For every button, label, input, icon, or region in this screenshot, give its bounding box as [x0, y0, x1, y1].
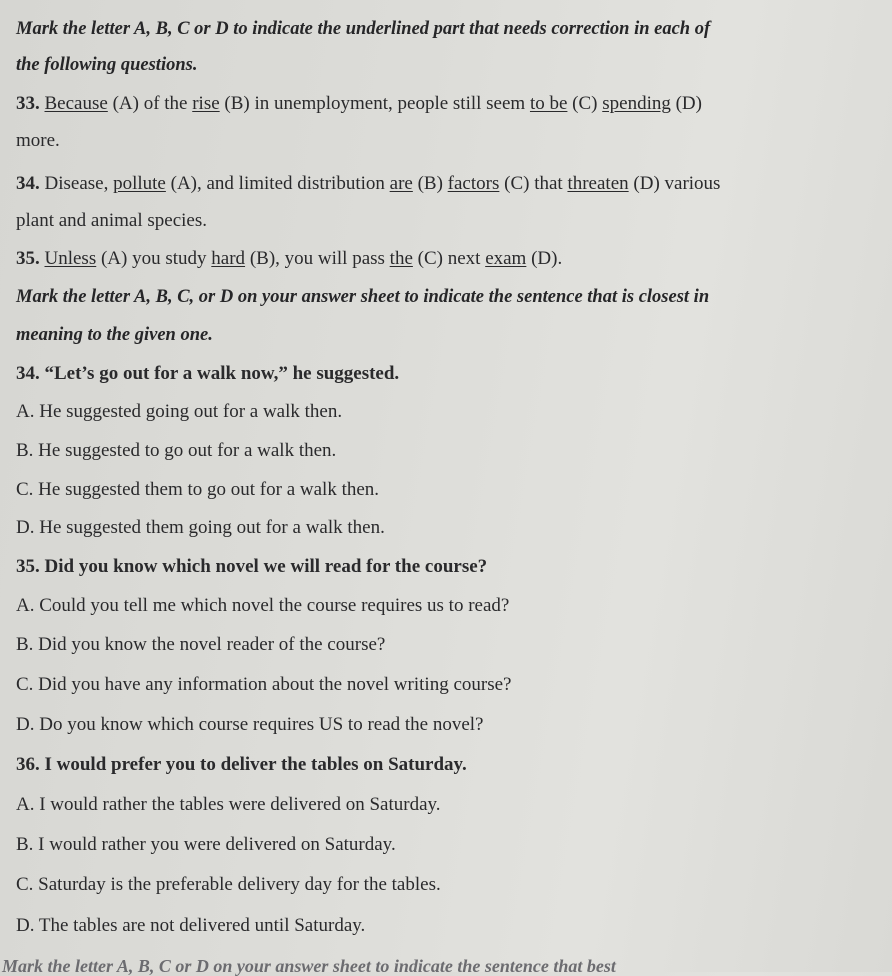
question-35-option-a: A. Could you tell me which novel the course requires us to read?	[16, 595, 510, 616]
error-question-33	[16, 94, 702, 113]
underlined-part: the	[389, 248, 413, 269]
question-number: 35.	[16, 248, 40, 269]
question-34-stem: 34. “Let’s go out for a walk now,” he suggested.	[16, 363, 400, 384]
error-question-34	[16, 174, 720, 193]
instruction-closest-line-2: meaning to the given one.	[16, 325, 213, 345]
question-35-option-c: C. Did you have any information about the novel writing course?	[16, 674, 512, 695]
underlined-part: are	[389, 173, 413, 194]
error-question-34-continuation: plant and animal species.	[16, 210, 207, 231]
sentence-fragment: Disease,	[39, 173, 114, 194]
underlined-part: factors	[447, 173, 500, 194]
instruction-bottom-cut: Mark the letter A, B, C or D on your answer sheet to indicate the sentence that best	[2, 956, 616, 976]
sentence-fragment: (B)	[412, 173, 448, 194]
error-question-33-continuation: more.	[16, 130, 60, 151]
question-text	[40, 173, 721, 194]
question-36-option-c: C. Saturday is the preferable delivery day for the tables.	[16, 874, 441, 895]
instruction-error-line-2: the following questions.	[16, 55, 198, 75]
question-35-stem: 35. Did you know which novel we will read for the course?	[16, 556, 488, 577]
underlined-part: threaten	[567, 173, 629, 194]
question-number: 34.	[16, 173, 40, 194]
underlined-part: Because	[44, 93, 108, 114]
underlined-part: spending	[602, 93, 671, 114]
sentence-fragment: (A), and limited distribution	[165, 173, 390, 194]
question-34-option-b: B. He suggested to go out for a walk then.	[16, 440, 337, 461]
question-34-option-d: D. He suggested them going out for a walk then.	[16, 517, 385, 538]
underlined-part: pollute	[113, 173, 166, 194]
sentence-fragment: (A) you study	[96, 248, 212, 269]
sentence-fragment: (D).	[526, 248, 563, 269]
question-36-option-a: A. I would rather the tables were delivered on Saturday.	[16, 794, 441, 815]
sentence-fragment: (A) of the	[107, 93, 193, 114]
underlined-part: rise	[192, 93, 220, 114]
question-35-option-b: B. Did you know the novel reader of the course?	[16, 634, 386, 655]
question-36-option-b: B. I would rather you were delivered on Saturday.	[16, 834, 396, 855]
underlined-part: to be	[529, 93, 568, 114]
underlined-part: exam	[485, 248, 527, 269]
sentence-fragment: (D)	[670, 93, 702, 114]
question-36-stem: 36. I would prefer you to deliver the tables on Saturday.	[16, 754, 467, 775]
instruction-closest-line-1: Mark the letter A, B, C, or D on your answer sheet to indicate the sentence that is closest in	[16, 287, 710, 307]
question-text	[40, 248, 562, 269]
underlined-part: Unless	[44, 248, 97, 269]
underlined-part: hard	[211, 248, 246, 269]
sentence-fragment: (C)	[567, 93, 603, 114]
question-36-option-d: D. The tables are not delivered until Saturday.	[16, 915, 366, 936]
question-34-option-a: A. He suggested going out for a walk then.	[16, 401, 343, 422]
question-35-option-d: D. Do you know which course requires US to read the novel?	[16, 714, 484, 735]
instruction-error-line-1: Mark the letter A, B, C or D to indicate the underlined part that needs correction in each of	[16, 19, 711, 39]
error-question-35	[16, 249, 562, 268]
sentence-fragment: (D) various	[628, 173, 721, 194]
sentence-fragment: (C) next	[412, 248, 486, 269]
sentence-fragment: (C) that	[499, 173, 568, 194]
sentence-fragment: (B) in unemployment, people still seem	[219, 93, 530, 114]
question-number: 33.	[16, 93, 40, 114]
sentence-fragment: (B), you will pass	[245, 248, 390, 269]
question-34-option-c: C. He suggested them to go out for a walk then.	[16, 479, 380, 500]
question-text	[45, 93, 703, 114]
